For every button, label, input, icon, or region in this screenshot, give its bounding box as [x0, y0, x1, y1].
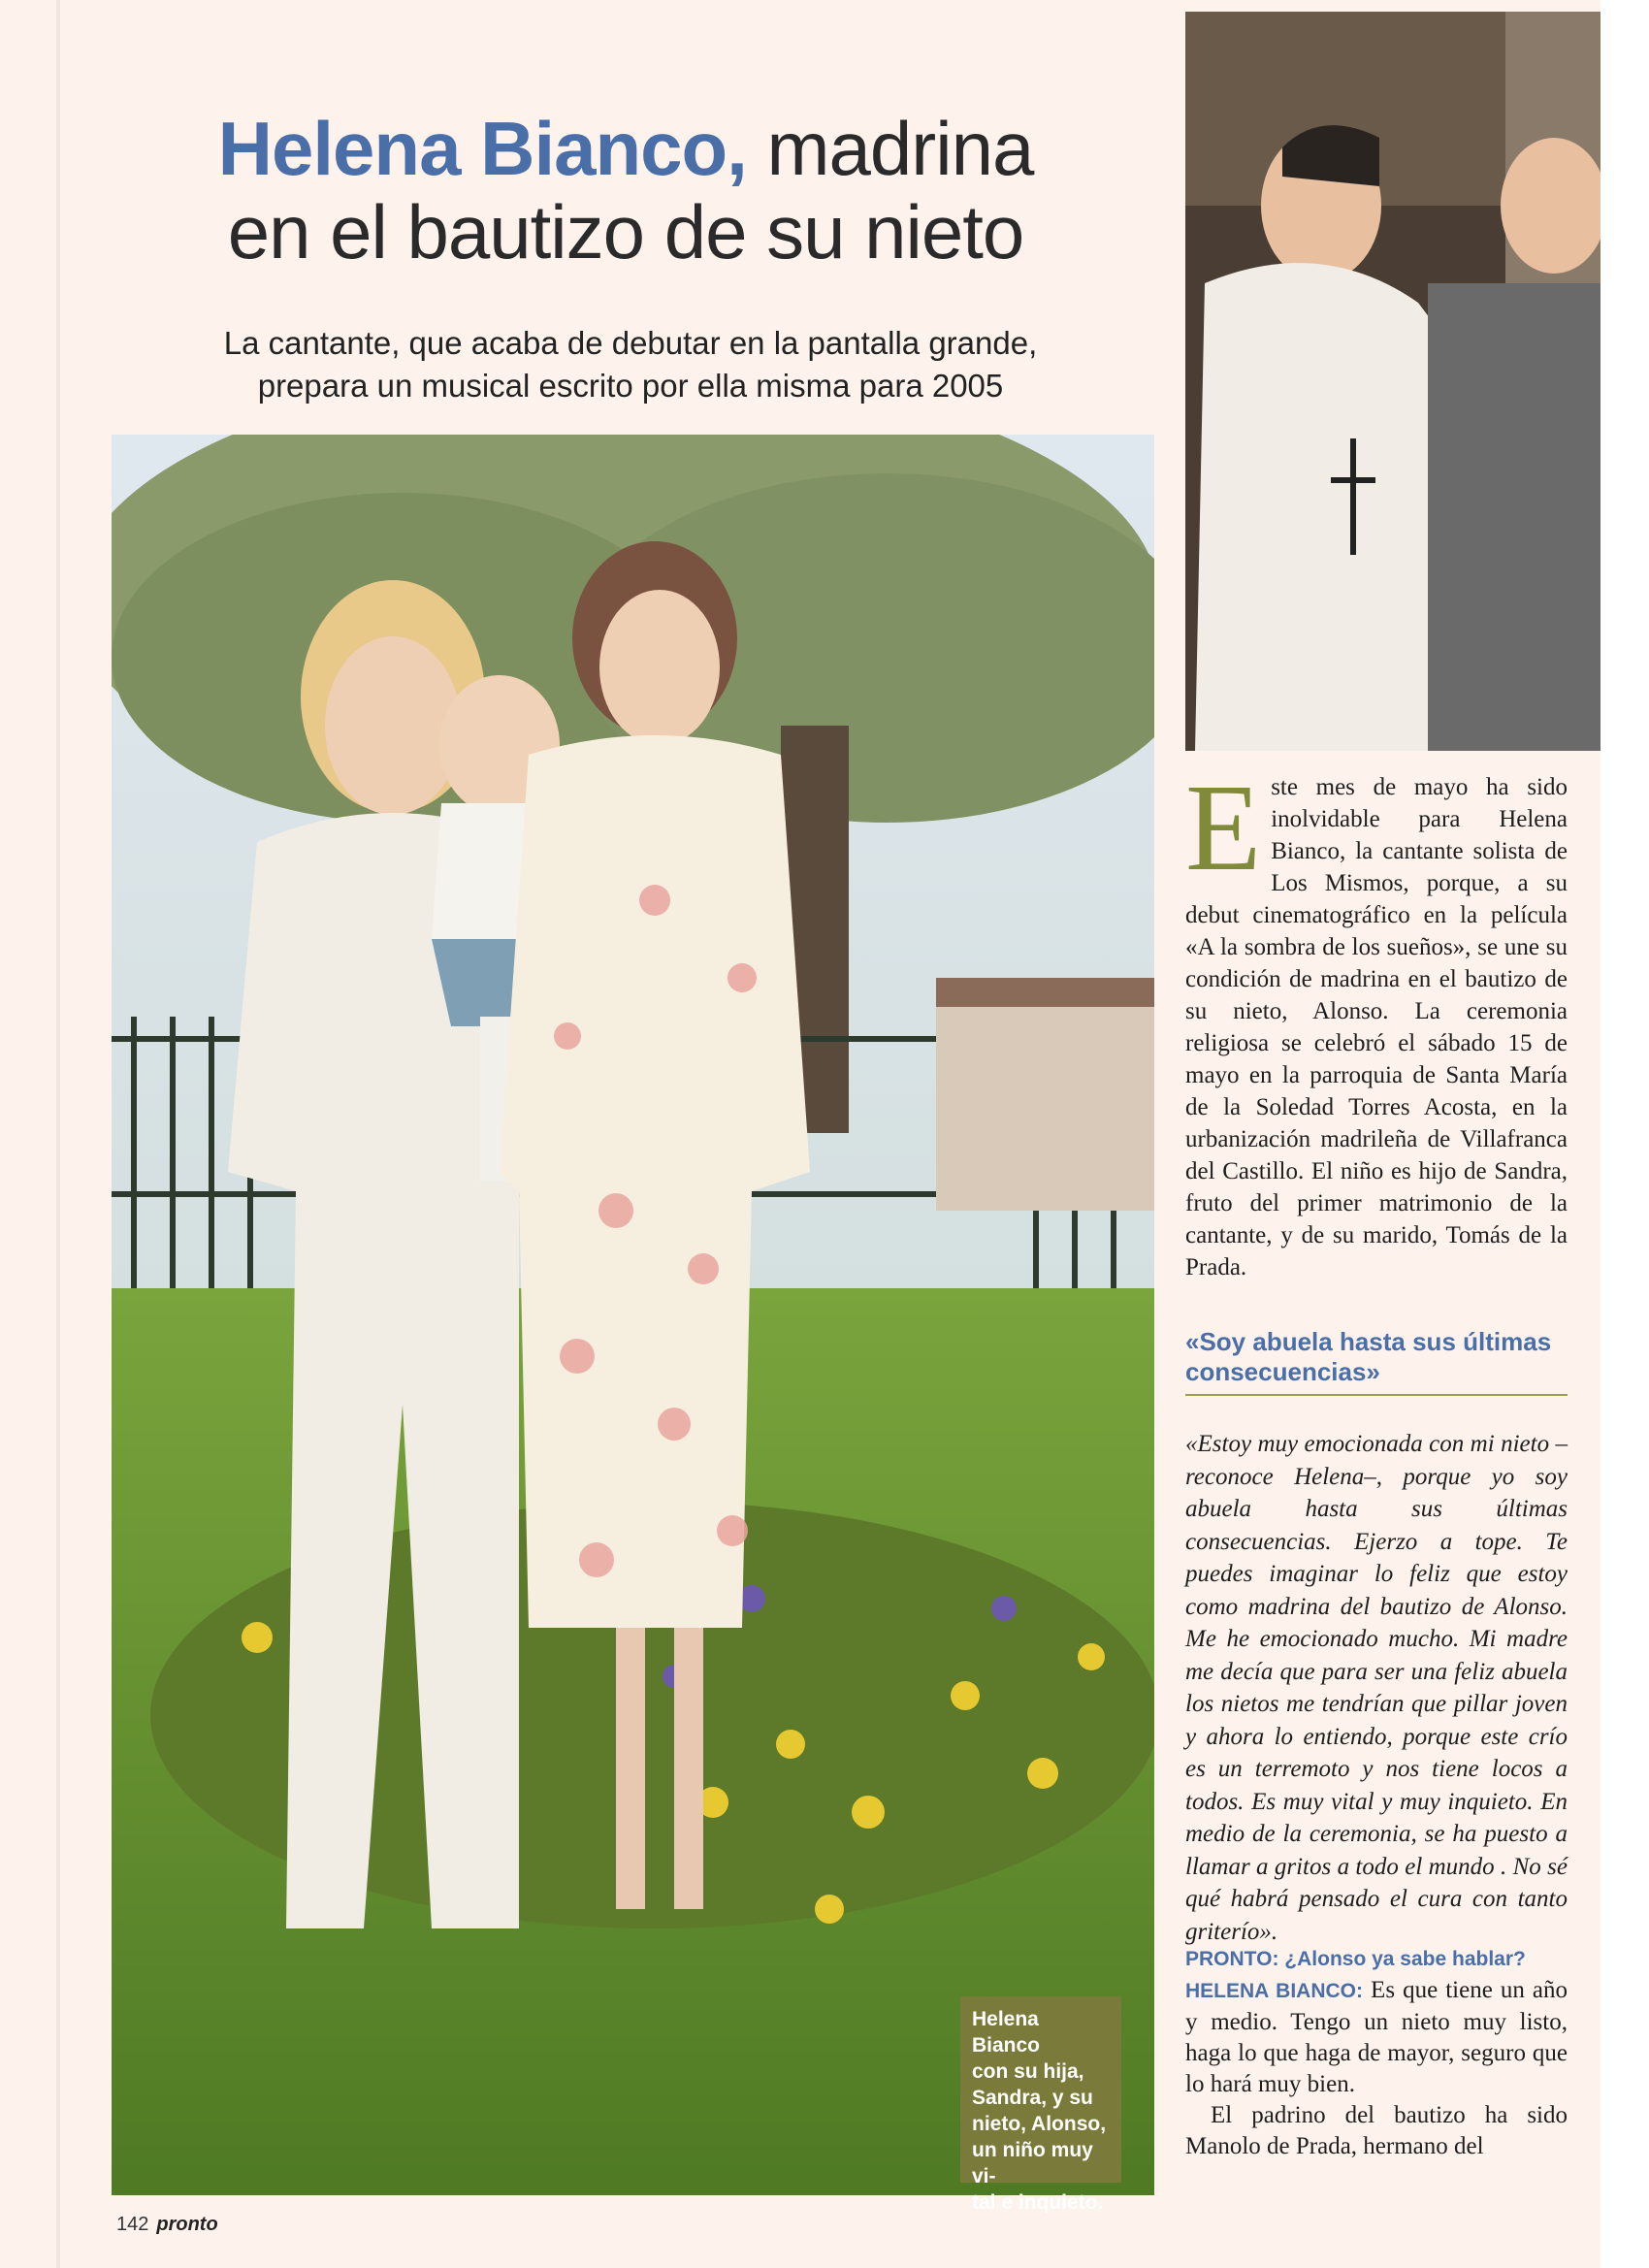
subheadline — [126, 322, 1135, 407]
question-text: ¿Alonso ya sabe hablar? — [1278, 1948, 1526, 1970]
answer-text: Es que tiene un año y medio. Tengo un nieto muy listo, haga lo que haga de mayor, seguro que lo hará muy bien. — [1185, 1977, 1568, 2097]
intro-text: ste mes de mayo ha sido inolvidable para Helena Bianco, la cantante solista de Los Mismos, porque, a su debut cinematográfico en la película «A la sombra de los sueños», se une su condición de madrina en el bautizo de su nieto, Alonso. La ceremonia religiosa se celebró el sábado 15 de mayo en la parroquia de Santa María de la Soledad Torres Acosta, en la urbanización madrileña de Villafranca del Castillo. El niño es hijo de Sandra, fruto del primer matrimonio de la cantante, y de su marido, Tomás de la Prada. — [1185, 774, 1568, 1280]
headline-line2: en el bautizo de su nieto — [227, 189, 1024, 275]
headline — [116, 107, 1135, 274]
last-paragraph: El padrino del bautizo ha sido Manolo de Prada, hermano del — [1185, 2102, 1568, 2159]
priest-photo-illustration — [1185, 12, 1615, 751]
scan-margin — [1600, 0, 1649, 2268]
quote-paragraph: «Estoy muy emocionada con mi nieto –reconoce Helena–, porque yo soy abuela hasta sus últimas consecuencias. Ejerzo a tope. Te puedes imaginar lo feliz que estoy como madrina del bautizo de Alonso. Me he emocionado mucho. Mi madre me decía que para ser una feliz abuela los nietos me tendrían que pillar joven y ahora lo entiendo, porque este crío es un terremoto y nos tiene locos a todos. Es muy vital y muy inquieto. En medio de la ceremonia, se ha puesto a llamar a gritos a todo el mundo . No sé qué habrá pensado el cura con tanto griterío». — [1185, 1431, 1568, 1945]
headline-rest: madrina — [746, 106, 1034, 191]
caption-line: Helena Bianco — [972, 2008, 1041, 2057]
subheadline-line1: La cantante, que acaba de debutar en la pantalla grande, — [223, 325, 1038, 361]
speaker-pronto: PRONTO: — [1185, 1948, 1279, 1970]
caption-line: un niño muy vi- — [972, 2139, 1093, 2187]
drop-cap: E — [1185, 759, 1262, 896]
scan-edge — [56, 0, 60, 2268]
section-rule — [1185, 1394, 1568, 1396]
family-photo-illustration — [112, 435, 1154, 2195]
caption-line: Sandra, y su — [972, 2087, 1093, 2109]
subheadline-line2: prepara un musical escrito por ella misma para 2005 — [257, 368, 1004, 404]
caption-line: tal e inquieto. — [972, 2191, 1104, 2214]
caption-line: con su hija, — [972, 2060, 1084, 2083]
magazine-brand: pronto — [156, 2214, 218, 2235]
question-1 — [1185, 1943, 1568, 1975]
headline-name: Helena Bianco, — [217, 106, 747, 191]
answer-1 — [1185, 1975, 1568, 2100]
main-photo — [112, 435, 1154, 2195]
page-footer — [116, 2214, 218, 2236]
article-intro — [1185, 759, 1568, 1283]
intertitle: «Soy abuela hasta sus últimas consecuencias» — [1185, 1327, 1552, 1386]
priest-photo — [1185, 12, 1615, 751]
interview-block — [1185, 1943, 1568, 2162]
caption-line: nieto, Alonso, — [972, 2113, 1107, 2135]
photo-caption — [960, 1996, 1121, 2214]
speaker-helena: HELENA BIANCO: — [1185, 1980, 1364, 2002]
page-number: 142 — [116, 2214, 149, 2235]
